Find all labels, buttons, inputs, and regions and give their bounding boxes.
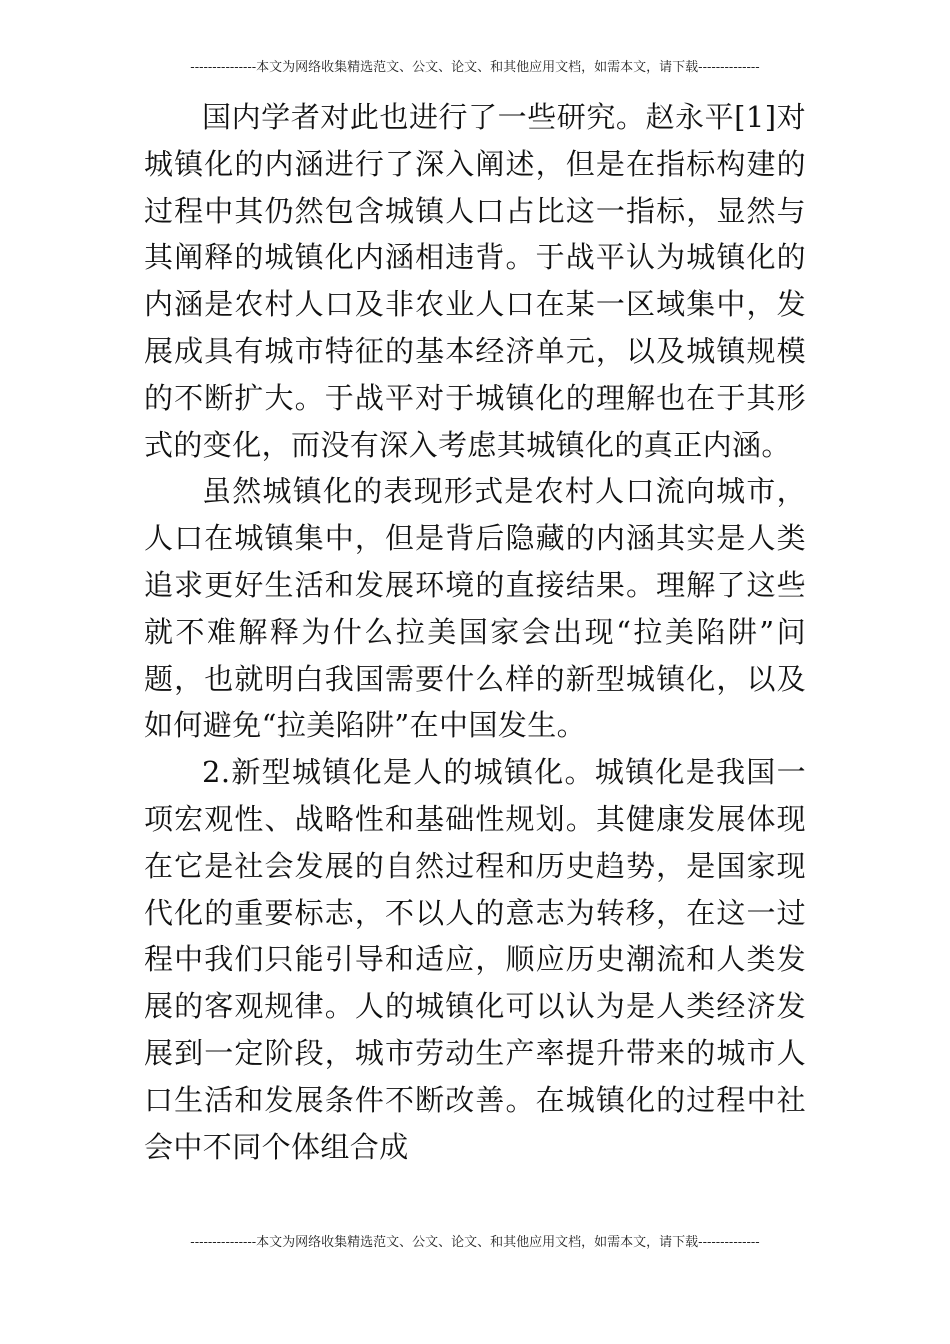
paragraph-3: 2.新型城镇化是人的城镇化。城镇化是我国一项宏观性、战略性和基础性规划。其健康发展体现在它是社会发展的自然过程和历史趋势，是国家现代化的重要标志，不以人的意志为转移，在这一过程中我们只能引导和适应，顺应历史潮流和人类发展的客观规律。人的城镇化可以认为是人类经济发展到一定阶段，城市劳动生产率提升带来的城市人口生活和发展条件不断改善。在城镇化的过程中社会中不同个体组合成 xyxy=(144,755,806,1164)
paragraph-2: 虽然城镇化的表现形式是农村人口流向城市，人口在城镇集中，但是背后隐藏的内涵其实是人类追求更好生活和发展环境的直接结果。理解了这些就不难解释为什么拉美国家会出现“拉美陷阱”问题，也就明白我国需要什么样的新型城镇化，以及如何避免“拉美陷阱”在中国发生。 xyxy=(144,474,806,743)
paragraph-1: 国内学者对此也进行了一些研究。赵永平[1]对城镇化的内涵进行了深入阐述，但是在指标构建的过程中其仍然包含城镇人口占比这一指标，显然与其阐释的城镇化内涵相违背。于战平认为城镇化的内涵是农村人口及非农业人口在某一区域集中，发展成具有城市特征的基本经济单元，以及城镇规模的不断扩大。于战平对于城镇化的理解也在于其形式的变化，而没有深入考虑其城镇化的真正内涵。 xyxy=(144,100,806,462)
footer-banner: ---------------本文为网络收集精选范文、公文、论文、和其他应用文档，如需本文，请下载-------------- xyxy=(190,1235,760,1250)
header-banner: ---------------本文为网络收集精选范文、公文、论文、和其他应用文档，如需本文，请下载-------------- xyxy=(190,60,760,75)
document-body xyxy=(144,94,806,1170)
